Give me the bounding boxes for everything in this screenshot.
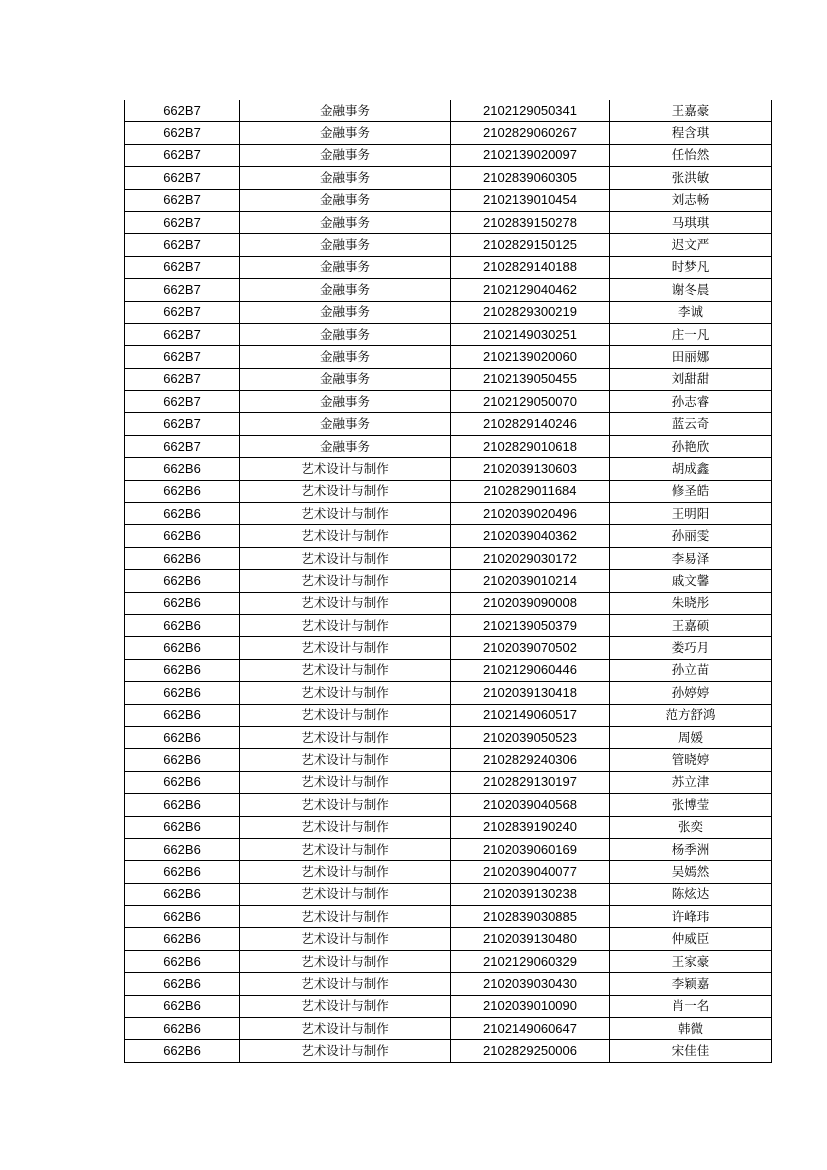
major-name-cell: 艺术设计与制作 bbox=[240, 682, 451, 704]
major-name-cell: 艺术设计与制作 bbox=[240, 614, 451, 636]
major-name-cell: 艺术设计与制作 bbox=[240, 995, 451, 1017]
table-row bbox=[125, 189, 772, 211]
student-name-cell: 孙志睿 bbox=[610, 391, 772, 413]
program-code-cell: 662B6 bbox=[125, 794, 240, 816]
major-name-cell: 艺术设计与制作 bbox=[240, 1018, 451, 1040]
table-row bbox=[125, 167, 772, 189]
table-row bbox=[125, 368, 772, 390]
student-id-cell: 2102039020496 bbox=[451, 503, 610, 525]
major-name-cell: 艺术设计与制作 bbox=[240, 503, 451, 525]
major-name-cell: 金融事务 bbox=[240, 323, 451, 345]
major-name-cell: 金融事务 bbox=[240, 189, 451, 211]
student-id-cell: 2102039010214 bbox=[451, 570, 610, 592]
student-name-cell: 王嘉硕 bbox=[610, 614, 772, 636]
table-row bbox=[125, 995, 772, 1017]
major-name-cell: 金融事务 bbox=[240, 167, 451, 189]
program-code-cell: 662B6 bbox=[125, 838, 240, 860]
major-name-cell: 金融事务 bbox=[240, 346, 451, 368]
student-name-cell: 张奕 bbox=[610, 816, 772, 838]
major-name-cell: 金融事务 bbox=[240, 413, 451, 435]
student-name-cell: 王明阳 bbox=[610, 503, 772, 525]
table-row bbox=[125, 413, 772, 435]
student-id-cell: 2102829150125 bbox=[451, 234, 610, 256]
program-code-cell: 662B6 bbox=[125, 749, 240, 771]
major-name-cell: 金融事务 bbox=[240, 256, 451, 278]
table-row bbox=[125, 614, 772, 636]
table-row bbox=[125, 100, 772, 122]
student-name-cell: 陈炫达 bbox=[610, 883, 772, 905]
student-name-cell: 田丽娜 bbox=[610, 346, 772, 368]
program-code-cell: 662B6 bbox=[125, 928, 240, 950]
program-code-cell: 662B7 bbox=[125, 144, 240, 166]
table-row bbox=[125, 883, 772, 905]
student-id-cell: 2102829140188 bbox=[451, 256, 610, 278]
table-row bbox=[125, 1018, 772, 1040]
student-id-cell: 2102829140246 bbox=[451, 413, 610, 435]
student-name-cell: 王嘉豪 bbox=[610, 100, 772, 122]
table-row bbox=[125, 928, 772, 950]
major-name-cell: 艺术设计与制作 bbox=[240, 704, 451, 726]
program-code-cell: 662B6 bbox=[125, 637, 240, 659]
student-id-cell: 2102029030172 bbox=[451, 547, 610, 569]
student-id-cell: 2102039010090 bbox=[451, 995, 610, 1017]
table-row bbox=[125, 704, 772, 726]
student-id-cell: 2102039060169 bbox=[451, 838, 610, 860]
major-name-cell: 艺术设计与制作 bbox=[240, 950, 451, 972]
program-code-cell: 662B7 bbox=[125, 189, 240, 211]
student-name-cell: 刘甜甜 bbox=[610, 368, 772, 390]
student-roster-table bbox=[124, 100, 772, 1063]
program-code-cell: 662B7 bbox=[125, 391, 240, 413]
student-name-cell: 范方舒鸿 bbox=[610, 704, 772, 726]
major-name-cell: 艺术设计与制作 bbox=[240, 838, 451, 860]
program-code-cell: 662B6 bbox=[125, 973, 240, 995]
major-name-cell: 艺术设计与制作 bbox=[240, 816, 451, 838]
student-id-cell: 2102829300219 bbox=[451, 301, 610, 323]
major-name-cell: 金融事务 bbox=[240, 279, 451, 301]
major-name-cell: 艺术设计与制作 bbox=[240, 659, 451, 681]
student-id-cell: 2102829010618 bbox=[451, 435, 610, 457]
program-code-cell: 662B7 bbox=[125, 211, 240, 233]
program-code-cell: 662B6 bbox=[125, 704, 240, 726]
program-code-cell: 662B6 bbox=[125, 570, 240, 592]
table-row bbox=[125, 861, 772, 883]
student-name-cell: 王家豪 bbox=[610, 950, 772, 972]
student-name-cell: 李颖嘉 bbox=[610, 973, 772, 995]
student-name-cell: 迟文严 bbox=[610, 234, 772, 256]
program-code-cell: 662B6 bbox=[125, 726, 240, 748]
table-row bbox=[125, 749, 772, 771]
student-id-cell: 2102149060517 bbox=[451, 704, 610, 726]
program-code-cell: 662B6 bbox=[125, 771, 240, 793]
program-code-cell: 662B7 bbox=[125, 346, 240, 368]
major-name-cell: 艺术设计与制作 bbox=[240, 794, 451, 816]
major-name-cell: 艺术设计与制作 bbox=[240, 906, 451, 928]
program-code-cell: 662B7 bbox=[125, 413, 240, 435]
student-name-cell: 吴嫣然 bbox=[610, 861, 772, 883]
student-id-cell: 2102139020060 bbox=[451, 346, 610, 368]
major-name-cell: 艺术设计与制作 bbox=[240, 771, 451, 793]
program-code-cell: 662B7 bbox=[125, 100, 240, 122]
major-name-cell: 金融事务 bbox=[240, 100, 451, 122]
program-code-cell: 662B7 bbox=[125, 301, 240, 323]
student-id-cell: 2102829060267 bbox=[451, 122, 610, 144]
student-name-cell: 修圣皓 bbox=[610, 480, 772, 502]
table-row bbox=[125, 659, 772, 681]
student-id-cell: 2102129040462 bbox=[451, 279, 610, 301]
program-code-cell: 662B6 bbox=[125, 547, 240, 569]
major-name-cell: 金融事务 bbox=[240, 122, 451, 144]
student-id-cell: 2102039030430 bbox=[451, 973, 610, 995]
student-id-cell: 2102039040362 bbox=[451, 525, 610, 547]
table-row bbox=[125, 234, 772, 256]
student-name-cell: 任怡然 bbox=[610, 144, 772, 166]
table-row bbox=[125, 256, 772, 278]
student-id-cell: 2102139020097 bbox=[451, 144, 610, 166]
table-row bbox=[125, 547, 772, 569]
student-name-cell: 谢冬晨 bbox=[610, 279, 772, 301]
program-code-cell: 662B7 bbox=[125, 368, 240, 390]
student-id-cell: 2102129060446 bbox=[451, 659, 610, 681]
table-row bbox=[125, 570, 772, 592]
student-name-cell: 肖一名 bbox=[610, 995, 772, 1017]
program-code-cell: 662B6 bbox=[125, 480, 240, 502]
major-name-cell: 艺术设计与制作 bbox=[240, 861, 451, 883]
table-row bbox=[125, 682, 772, 704]
table-row bbox=[125, 391, 772, 413]
student-id-cell: 2102839030885 bbox=[451, 906, 610, 928]
student-id-cell: 2102139010454 bbox=[451, 189, 610, 211]
student-id-cell: 2102039050523 bbox=[451, 726, 610, 748]
student-name-cell: 蓝云奇 bbox=[610, 413, 772, 435]
program-code-cell: 662B6 bbox=[125, 816, 240, 838]
table-row bbox=[125, 503, 772, 525]
student-id-cell: 2102039130238 bbox=[451, 883, 610, 905]
program-code-cell: 662B6 bbox=[125, 906, 240, 928]
student-name-cell: 管晓婷 bbox=[610, 749, 772, 771]
student-name-cell: 胡成鑫 bbox=[610, 458, 772, 480]
program-code-cell: 662B6 bbox=[125, 883, 240, 905]
table-row bbox=[125, 1040, 772, 1062]
student-id-cell: 2102039130418 bbox=[451, 682, 610, 704]
table-row bbox=[125, 906, 772, 928]
table-row bbox=[125, 816, 772, 838]
program-code-cell: 662B6 bbox=[125, 614, 240, 636]
student-id-cell: 2102129050070 bbox=[451, 391, 610, 413]
major-name-cell: 艺术设计与制作 bbox=[240, 726, 451, 748]
table-row bbox=[125, 458, 772, 480]
major-name-cell: 艺术设计与制作 bbox=[240, 928, 451, 950]
student-name-cell: 娄巧月 bbox=[610, 637, 772, 659]
student-name-cell: 程含琪 bbox=[610, 122, 772, 144]
program-code-cell: 662B7 bbox=[125, 279, 240, 301]
table-row bbox=[125, 950, 772, 972]
table-row bbox=[125, 794, 772, 816]
student-name-cell: 李诚 bbox=[610, 301, 772, 323]
table-row bbox=[125, 435, 772, 457]
program-code-cell: 662B7 bbox=[125, 167, 240, 189]
student-id-cell: 2102129050341 bbox=[451, 100, 610, 122]
student-id-cell: 2102039040568 bbox=[451, 794, 610, 816]
program-code-cell: 662B7 bbox=[125, 435, 240, 457]
student-name-cell: 朱晓彤 bbox=[610, 592, 772, 614]
student-id-cell: 2102039130603 bbox=[451, 458, 610, 480]
major-name-cell: 艺术设计与制作 bbox=[240, 592, 451, 614]
major-name-cell: 艺术设计与制作 bbox=[240, 883, 451, 905]
table-row bbox=[125, 726, 772, 748]
major-name-cell: 艺术设计与制作 bbox=[240, 547, 451, 569]
program-code-cell: 662B6 bbox=[125, 995, 240, 1017]
table-row bbox=[125, 771, 772, 793]
student-name-cell: 庄一凡 bbox=[610, 323, 772, 345]
program-code-cell: 662B7 bbox=[125, 256, 240, 278]
student-id-cell: 2102829130197 bbox=[451, 771, 610, 793]
student-name-cell: 时梦凡 bbox=[610, 256, 772, 278]
major-name-cell: 艺术设计与制作 bbox=[240, 458, 451, 480]
major-name-cell: 艺术设计与制作 bbox=[240, 525, 451, 547]
table-row bbox=[125, 301, 772, 323]
table-row bbox=[125, 144, 772, 166]
student-id-cell: 2102829011684 bbox=[451, 480, 610, 502]
program-code-cell: 662B7 bbox=[125, 234, 240, 256]
student-id-cell: 2102839190240 bbox=[451, 816, 610, 838]
student-id-cell: 2102829250006 bbox=[451, 1040, 610, 1062]
student-name-cell: 许峰玮 bbox=[610, 906, 772, 928]
student-id-cell: 2102139050379 bbox=[451, 614, 610, 636]
major-name-cell: 艺术设计与制作 bbox=[240, 480, 451, 502]
major-name-cell: 艺术设计与制作 bbox=[240, 973, 451, 995]
student-id-cell: 2102129060329 bbox=[451, 950, 610, 972]
major-name-cell: 艺术设计与制作 bbox=[240, 637, 451, 659]
program-code-cell: 662B6 bbox=[125, 592, 240, 614]
table-row bbox=[125, 346, 772, 368]
student-name-cell: 孙婷婷 bbox=[610, 682, 772, 704]
student-name-cell: 杨季洲 bbox=[610, 838, 772, 860]
student-name-cell: 孙丽雯 bbox=[610, 525, 772, 547]
major-name-cell: 金融事务 bbox=[240, 234, 451, 256]
major-name-cell: 金融事务 bbox=[240, 144, 451, 166]
student-name-cell: 张博莹 bbox=[610, 794, 772, 816]
major-name-cell: 金融事务 bbox=[240, 368, 451, 390]
major-name-cell: 艺术设计与制作 bbox=[240, 570, 451, 592]
program-code-cell: 662B6 bbox=[125, 458, 240, 480]
student-id-cell: 2102139050455 bbox=[451, 368, 610, 390]
table-row bbox=[125, 973, 772, 995]
program-code-cell: 662B6 bbox=[125, 861, 240, 883]
table-row bbox=[125, 279, 772, 301]
major-name-cell: 艺术设计与制作 bbox=[240, 749, 451, 771]
student-name-cell: 宋佳佳 bbox=[610, 1040, 772, 1062]
table-row bbox=[125, 838, 772, 860]
table-row bbox=[125, 211, 772, 233]
program-code-cell: 662B6 bbox=[125, 950, 240, 972]
table-row bbox=[125, 592, 772, 614]
program-code-cell: 662B6 bbox=[125, 1040, 240, 1062]
program-code-cell: 662B7 bbox=[125, 122, 240, 144]
major-name-cell: 艺术设计与制作 bbox=[240, 1040, 451, 1062]
student-name-cell: 张洪敏 bbox=[610, 167, 772, 189]
program-code-cell: 662B6 bbox=[125, 682, 240, 704]
student-id-cell: 2102149060647 bbox=[451, 1018, 610, 1040]
student-id-cell: 2102829240306 bbox=[451, 749, 610, 771]
table-row bbox=[125, 525, 772, 547]
program-code-cell: 662B6 bbox=[125, 659, 240, 681]
program-code-cell: 662B7 bbox=[125, 323, 240, 345]
major-name-cell: 金融事务 bbox=[240, 391, 451, 413]
program-code-cell: 662B6 bbox=[125, 525, 240, 547]
student-name-cell: 苏立津 bbox=[610, 771, 772, 793]
student-name-cell: 孙艳欣 bbox=[610, 435, 772, 457]
major-name-cell: 金融事务 bbox=[240, 435, 451, 457]
student-id-cell: 2102839060305 bbox=[451, 167, 610, 189]
student-name-cell: 刘志畅 bbox=[610, 189, 772, 211]
student-name-cell: 韩微 bbox=[610, 1018, 772, 1040]
student-name-cell: 李易泽 bbox=[610, 547, 772, 569]
student-name-cell: 仲威臣 bbox=[610, 928, 772, 950]
student-id-cell: 2102039090008 bbox=[451, 592, 610, 614]
student-name-cell: 孙立苗 bbox=[610, 659, 772, 681]
roster-table-body bbox=[125, 100, 772, 1062]
major-name-cell: 金融事务 bbox=[240, 301, 451, 323]
table-row bbox=[125, 480, 772, 502]
table-row bbox=[125, 637, 772, 659]
student-name-cell: 戚文馨 bbox=[610, 570, 772, 592]
student-id-cell: 2102039040077 bbox=[451, 861, 610, 883]
student-name-cell: 马琪琪 bbox=[610, 211, 772, 233]
table-row bbox=[125, 122, 772, 144]
student-name-cell: 周媛 bbox=[610, 726, 772, 748]
student-id-cell: 2102039130480 bbox=[451, 928, 610, 950]
student-id-cell: 2102149030251 bbox=[451, 323, 610, 345]
program-code-cell: 662B6 bbox=[125, 503, 240, 525]
student-id-cell: 2102039070502 bbox=[451, 637, 610, 659]
program-code-cell: 662B6 bbox=[125, 1018, 240, 1040]
major-name-cell: 金融事务 bbox=[240, 211, 451, 233]
student-id-cell: 2102839150278 bbox=[451, 211, 610, 233]
table-row bbox=[125, 323, 772, 345]
